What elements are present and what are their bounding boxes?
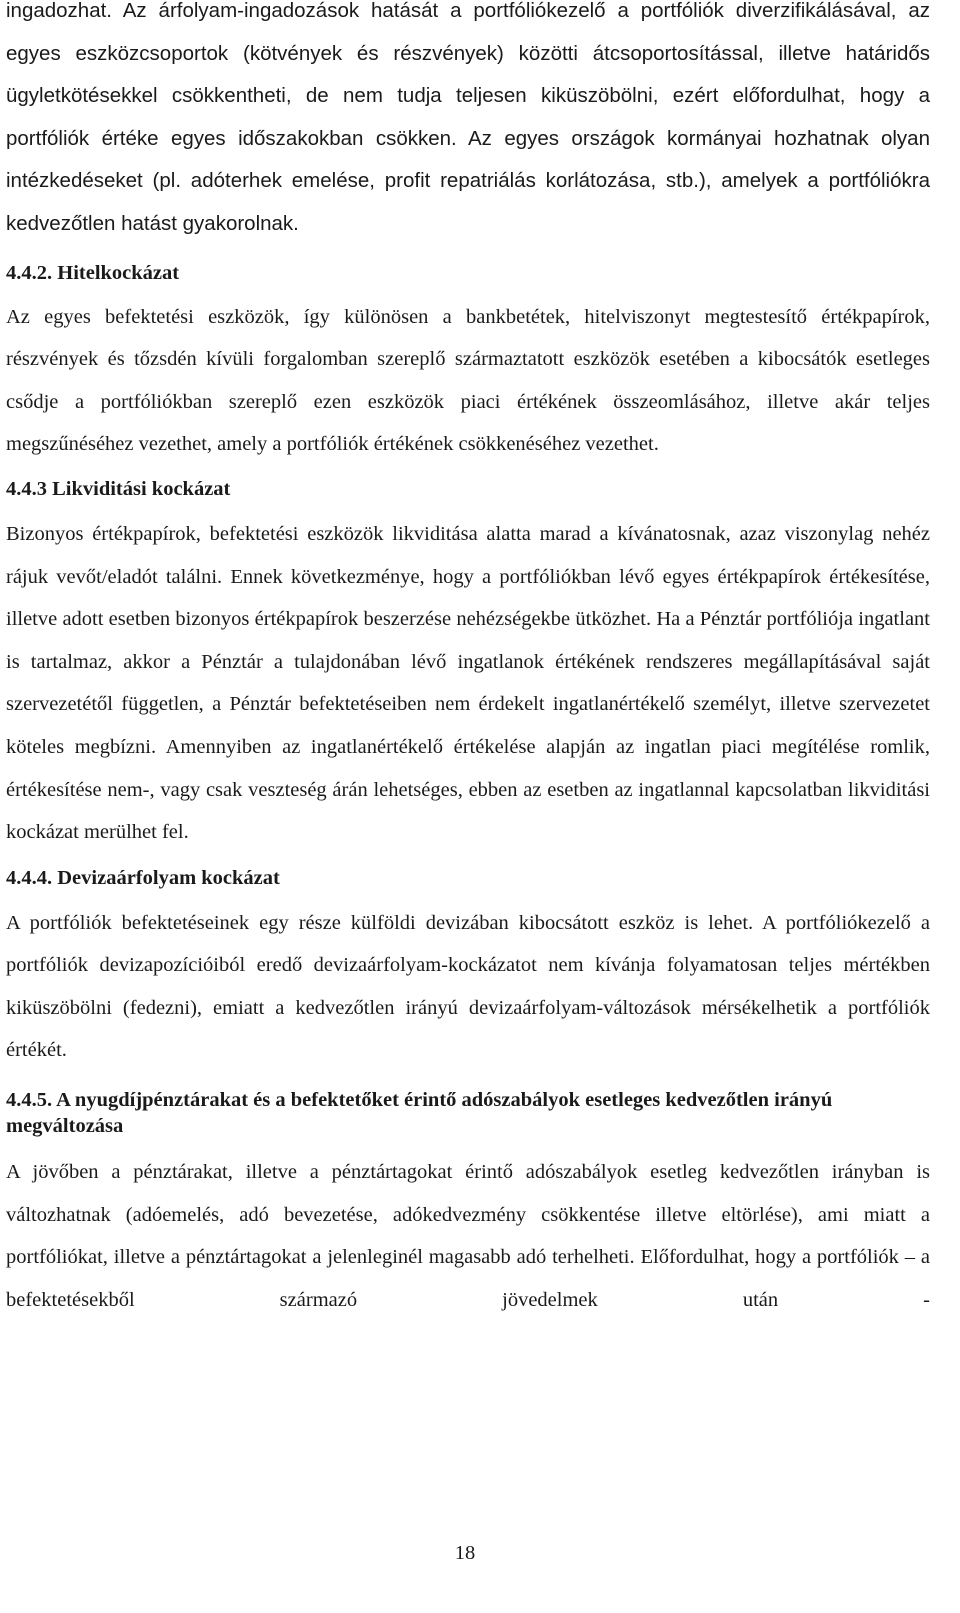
intro-paragraph: ingadozhat. Az árfolyam-ingadozások hatását a portfóliókezelő a portfóliók diverzifikálásával, az egyes eszközcsoportok (kötvények és részvények) közötti átcsoportosítással, illetve határidős ügyletkötésekkel csökkentheti, de nem tudja teljesen kiküszöbölni, ezért előfordulhat, hogy a portfóliók értéke egyes időszakokban csökken. Az egyes országok kormányai hozhatnak olyan intézkedéseket (pl. adóterhek emelése, profit repatriálás korlátozása, stb.), amelyek a portfóliókra kedvezőtlen hatást gyakorolnak.	[6, 0, 930, 235]
section-body-tax-rules: A jövőben a pénztárakat, illetve a pénztártagokat érintő adószabályok esetleg kedvezőtlen irányban is változhatnak (adóemelés, adó bevezetése, adókedvezmény csökkentése illetve eltörlése), ami miatt a portfóliókat, illetve a pénztártagokat a jelenleginél magasabb adó terhelheti. Előfordulhat, hogy a portfóliók – a befektetésekből származó jövedelmek után -	[6, 1161, 930, 1311]
section-heading-tax-rules: 4.4.5. A nyugdíjpénztárakat és a befektetőket érintő adószabályok esetleges kedvezőtlen irányú megváltozása	[6, 1089, 833, 1138]
section-heading-fx-risk: 4.4.4. Devizaárfolyam kockázat	[6, 866, 280, 889]
section-body-fx-risk: A portfóliók befektetéseinek egy része külföldi devizában kibocsátott eszköz is lehet. A portfóliókezelő a portfóliók devizapozícióiból eredő devizaárfolyam-kockázatot nem kívánja folyamatosan teljes mértékben kiküszöbölni (fedezni), emiatt a kedvezőtlen irányú devizaárfolyam-változások mérsékelhetik a portfóliók értékét.	[6, 911, 930, 1062]
section-body-credit-risk: Az egyes befektetési eszközök, így különösen a bankbetétek, hitelviszonyt megtestesítő értékpapírok, részvények és tőzsdén kívüli forgalomban szereplő származtatott eszközök esetében a kibocsátók esetleges csődje a portfóliókban szereplő ezen eszközök piaci értékének összeomlásához, illetve akár teljes megszűnéséhez vezethet, amely a portfóliók értékének csökkenéséhez vezethet.	[6, 305, 930, 456]
section-body-liquidity-risk: Bizonyos értékpapírok, befektetési eszközök likviditása alatta marad a kívánatosnak, azaz viszonylag nehéz rájuk vevőt/eladót találni. Ennek következménye, hogy a portfóliókban lévő egyes értékpapírok értékesítése, illetve adott esetben bizonyos értékpapírok beszerzése nehézségekbe ütközhet. Ha a Pénztár portfóliója ingatlant is tartalmaz, akkor a Pénztár a tulajdonában lévő ingatlanok értékének rendszeres megállapításával saját szervezetétől független, a Pénztár befektetéseiben nem érdekelt ingatlanértékelő személyt, illetve szervezetet köteles megbízni. Amennyiben az ingatlanértékelő értékelése alapján az ingatlan piaci megítélése romlik, értékesítése nem-, vagy csak veszteség árán lehetséges, ebben az esetben az ingatlannal kapcsolatban likviditási kockázat merülhet fel.	[6, 522, 930, 844]
document-body	[6, 0, 930, 1321]
section-heading-liquidity-risk: 4.4.3 Likviditási kockázat	[6, 477, 231, 500]
section-heading-credit-risk: 4.4.2. Hitelkockázat	[6, 261, 180, 284]
page-number: 18	[454, 1542, 476, 1564]
